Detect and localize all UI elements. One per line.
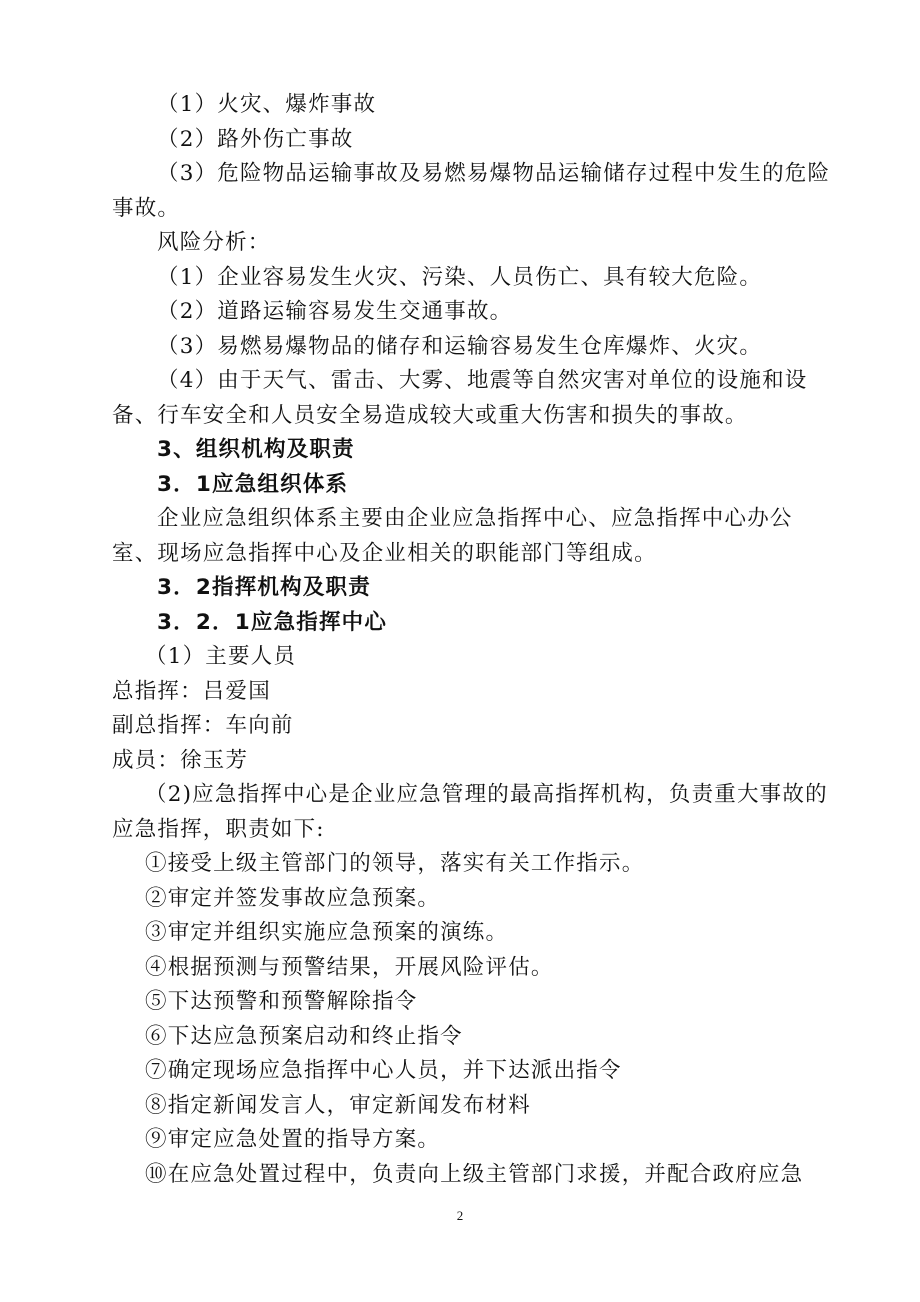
risk-item-3: （3）易燃易爆物品的储存和运输容易发生仓库爆炸、火灾。 — [157, 333, 763, 359]
chief-commander: 总指挥：吕爱国 — [112, 678, 271, 704]
duty-item-5: ⑤下达预警和预警解除指令 — [145, 989, 418, 1014]
risk-item-1: （1）企业容易发生火灾、污染、人员伤亡、具有较大危险。 — [157, 264, 763, 290]
duty-item-8: ⑧指定新闻发言人，审定新闻发布材料 — [145, 1092, 531, 1118]
risk-analysis-heading: 风险分析： — [157, 230, 271, 255]
deputy-commander: 副总指挥：车向前 — [112, 713, 294, 738]
personnel-heading: （1）主要人员 — [145, 644, 297, 669]
section-heading-3-2: 3．2指挥机构及职责 — [157, 575, 371, 600]
risk-item-2: （2）道路运输容易发生交通事故。 — [157, 299, 513, 324]
duty-item-7: ⑦确定现场应急指挥中心人员，并下达派出指令 — [145, 1058, 622, 1083]
duty-item-1: ①接受上级主管部门的领导，落实有关工作指示。 — [145, 851, 645, 876]
duty-item-4: ④根据预测与预警结果，开展风险评估。 — [145, 954, 554, 980]
hazard-item-1: （1）火灾、爆炸事故 — [157, 92, 377, 117]
section-heading-3: 3、组织机构及职责 — [157, 437, 355, 462]
duty-item-2: ②审定并签发事故应急预案。 — [145, 885, 441, 911]
page-number: 2 — [456, 1208, 464, 1223]
section-heading-3-1: 3．1应急组织体系 — [157, 471, 349, 497]
duty-item-10: ⑩在应急处置过程中，负责向上级主管部门求援，并配合政府应急 — [145, 1161, 804, 1187]
hazard-item-2: （2）路外伤亡事故 — [157, 126, 354, 152]
duty-item-9: ⑨审定应急处置的指导方案。 — [145, 1127, 441, 1152]
section-heading-3-2-1: 3．2．1应急指挥中心 — [157, 609, 388, 635]
hazard-item-3: （3）危险物品运输事故及易燃易爆物品运输储存过程中发生的危险事故。 — [112, 161, 831, 221]
command-center-duty-intro: （2)应急指挥中心是企业应急管理的最高指挥机构，负责重大事故的应急指挥，职责如下: — [112, 782, 828, 842]
org-system-paragraph: 企业应急组织体系主要由企业应急指挥中心、应急指挥中心办公室、现场应急指挥中心及企业相关的职能部门等组成。 — [112, 506, 793, 566]
document-body — [112, 88, 836, 1192]
member: 成员：徐玉芳 — [112, 747, 249, 773]
risk-item-4: （4）由于天气、雷击、大雾、地震等自然灾害对单位的设施和设备、行车安全和人员安全易造成较大或重大伤害和损失的事故。 — [112, 368, 808, 428]
duty-item-6: ⑥下达应急预案启动和终止指令 — [145, 1023, 463, 1049]
duty-item-3: ③审定并组织实施应急预案的演练。 — [145, 920, 509, 945]
